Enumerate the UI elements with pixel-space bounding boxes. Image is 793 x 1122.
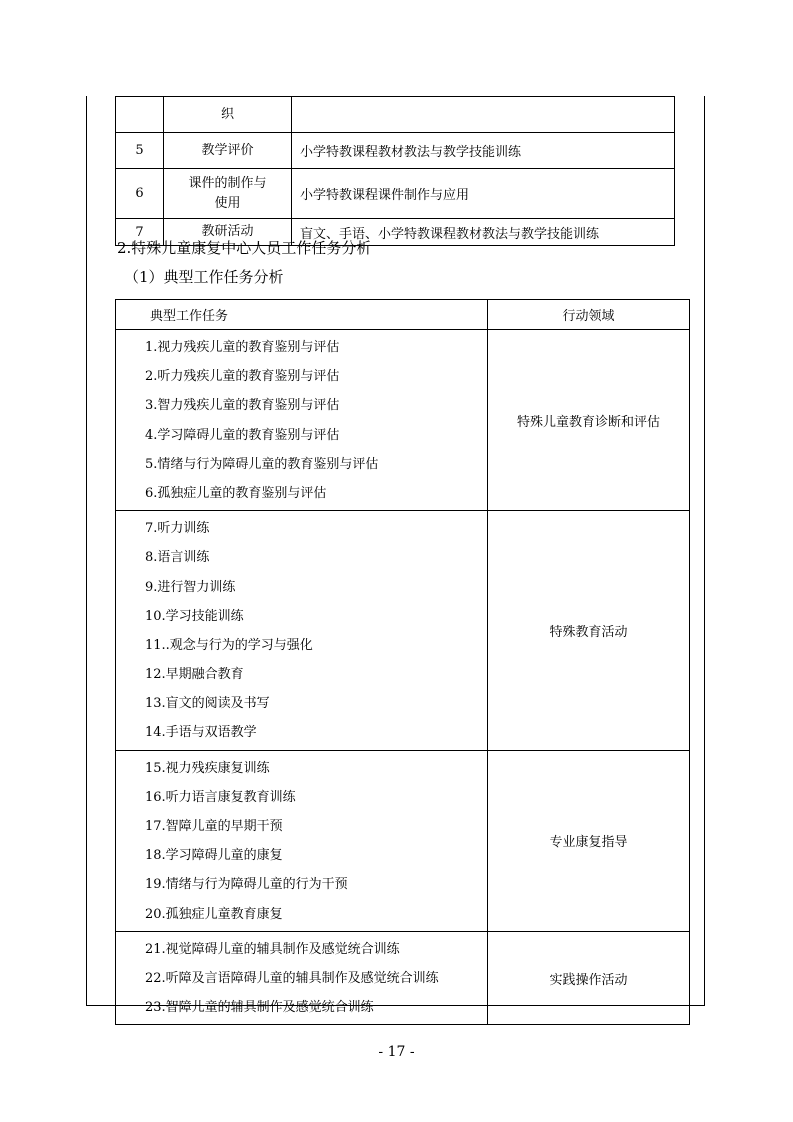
task-item: 3.智力残疾儿童的教育鉴别与评估 xyxy=(145,398,340,414)
action-field: 专业康复指导 xyxy=(488,750,690,931)
task-group-row xyxy=(116,931,690,1025)
task-item: 7.听力训练 xyxy=(145,521,210,537)
task-item: 12.早期融合教育 xyxy=(145,667,244,683)
row-course xyxy=(292,97,675,133)
row-course: 小学特教课程课件制作与应用 xyxy=(292,169,675,219)
task-group-row xyxy=(116,511,690,751)
row-number: 5 xyxy=(116,133,164,169)
header-action-field: 行动领域 xyxy=(488,300,690,330)
task-item: 19.情绪与行为障碍儿童的行为干预 xyxy=(145,877,348,893)
task-item: 8.语言训练 xyxy=(145,550,210,566)
action-field: 特殊儿童教育诊断和评估 xyxy=(488,330,690,511)
task-item: 6.孤独症儿童的教育鉴别与评估 xyxy=(145,485,327,501)
row-number: 7 xyxy=(116,219,164,246)
task-item: 21.视觉障碍儿童的辅具制作及感觉统合训练 xyxy=(145,941,400,957)
task-item: 1.视力残疾儿童的教育鉴别与评估 xyxy=(145,340,340,355)
task-item: 4.学习障碍儿童的教育鉴别与评估 xyxy=(145,427,340,443)
row-task: 教研活动 xyxy=(164,219,292,246)
task-item: 16.听力语言康复教育训练 xyxy=(145,789,296,805)
task-item: 11..观念与行为的学习与强化 xyxy=(145,637,313,653)
task-item: 22.听障及言语障碍儿童的辅具制作及感觉统合训练 xyxy=(145,970,439,986)
task-item: 17.智障儿童的早期干预 xyxy=(145,819,283,834)
section-heading: 2.特殊儿童康复中心人员工作任务分析 xyxy=(117,239,372,257)
task-item: 13.盲文的阅读及书写 xyxy=(145,696,270,712)
table-header-row xyxy=(116,300,690,330)
row-number xyxy=(116,97,164,133)
row-task: 教学评价 xyxy=(164,133,292,169)
task-item: 23.智障儿童的辅具制作及感觉统合训练 xyxy=(145,1000,374,1016)
task-item: 14.手语与双语教学 xyxy=(145,725,257,741)
row-course: 盲文、手语、小学特教课程教材教法与教学技能训练 xyxy=(292,219,675,246)
action-field: 特殊教育活动 xyxy=(488,511,690,751)
task-group-row xyxy=(116,330,690,511)
task-item: 20.孤独症儿童教育康复 xyxy=(145,906,283,922)
task-item: 5.情绪与行为障碍儿童的教育鉴别与评估 xyxy=(145,456,379,472)
task-analysis-table xyxy=(115,299,690,1025)
task-item: 2.听力残疾儿童的教育鉴别与评估 xyxy=(145,369,340,385)
task-item: 18.学习障碍儿童的康复 xyxy=(145,848,283,864)
page-number: - 17 - xyxy=(378,1044,415,1060)
row-task: 织 xyxy=(164,97,292,133)
curriculum-table xyxy=(115,96,675,246)
task-item: 10.学习技能训练 xyxy=(145,608,244,624)
subsection-heading: （1）典型工作任务分析 xyxy=(124,268,284,286)
table-row xyxy=(116,97,675,133)
table-row xyxy=(116,133,675,169)
task-list xyxy=(116,330,488,511)
header-typical-task: 典型工作任务 xyxy=(116,300,488,330)
action-field: 实践操作活动 xyxy=(488,931,690,1025)
table-row xyxy=(116,169,675,219)
task-item: 15.视力残疾康复训练 xyxy=(145,760,270,776)
task-list xyxy=(116,511,488,751)
task-group-row xyxy=(116,750,690,931)
row-task: 课件的制作与使用 xyxy=(164,169,292,219)
task-item: 9.进行智力训练 xyxy=(145,579,236,595)
row-number: 6 xyxy=(116,169,164,219)
row-course: 小学特教课程教材教法与教学技能训练 xyxy=(292,133,675,169)
task-list xyxy=(116,750,488,931)
task-list xyxy=(116,931,488,1025)
